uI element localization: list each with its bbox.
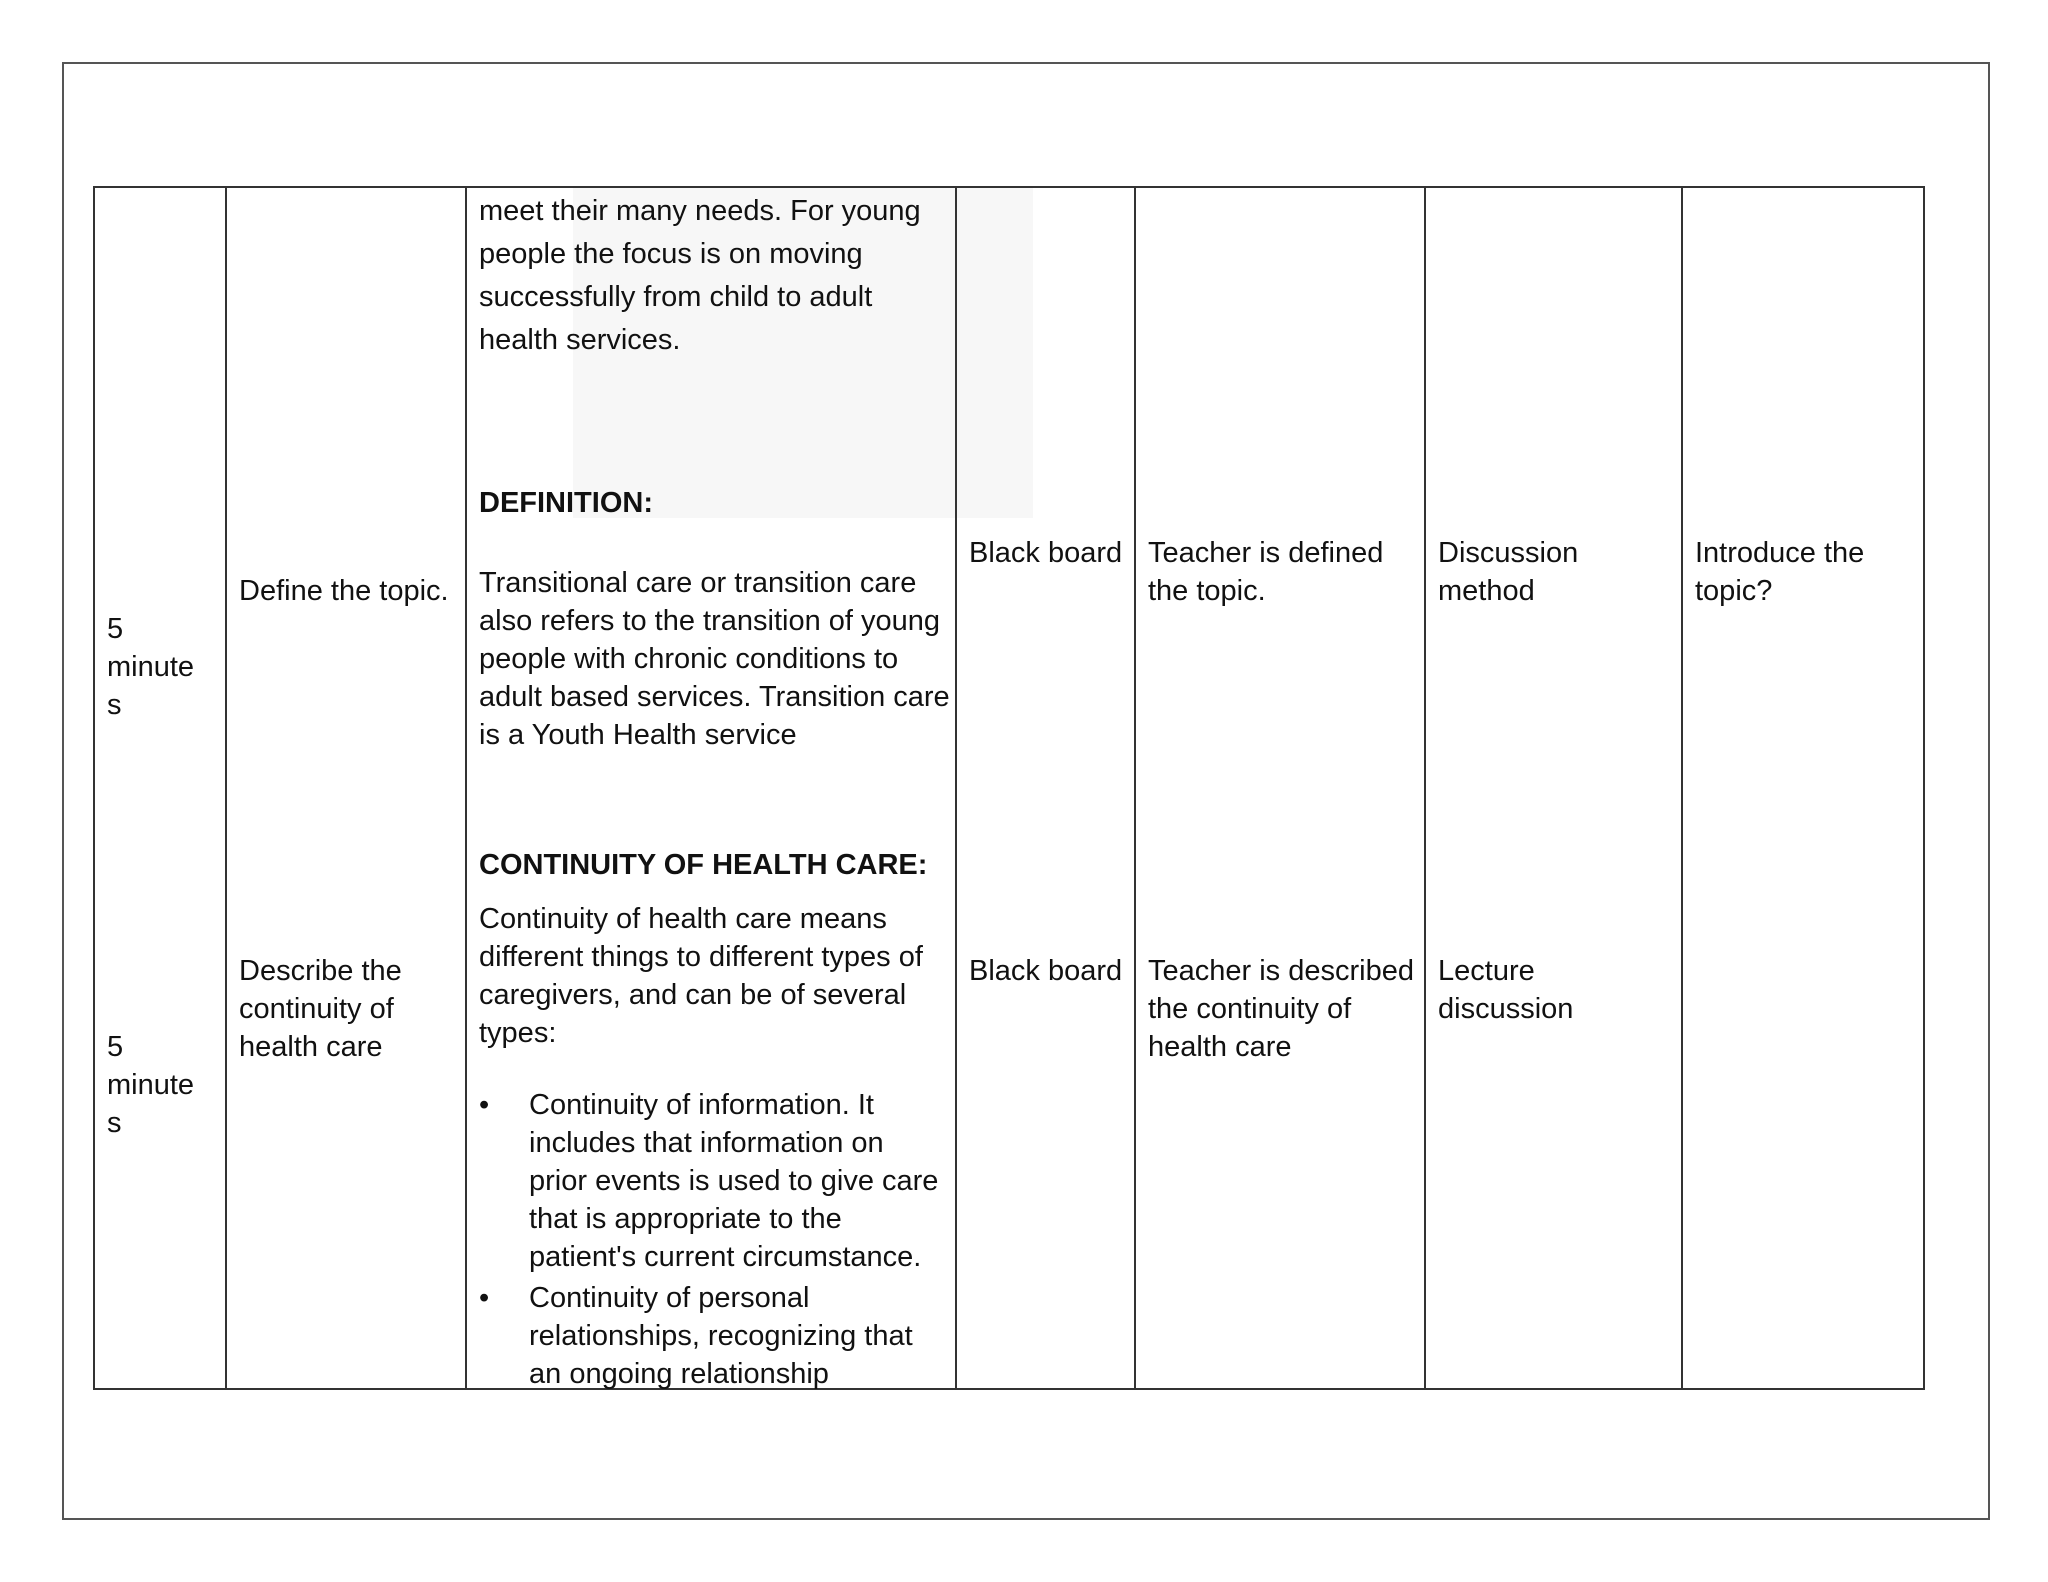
content-line: is a Youth Health service bbox=[479, 719, 797, 751]
bullet-line: prior events is used to give care bbox=[529, 1165, 939, 1197]
row1-objective bbox=[239, 572, 449, 610]
list-item bbox=[479, 1086, 938, 1276]
column-divider bbox=[1134, 188, 1136, 1388]
av-aid-line: Black board bbox=[969, 537, 1123, 569]
row2-method bbox=[1438, 952, 1573, 1028]
row2-av-aids bbox=[969, 952, 1122, 990]
duration-line: 5 bbox=[107, 1031, 124, 1063]
bullet-line: includes that information on bbox=[529, 1127, 884, 1159]
column-divider bbox=[225, 188, 227, 1388]
continuity-bullet-list bbox=[479, 1086, 938, 1396]
teacher-activity-line: health care bbox=[1148, 1031, 1292, 1063]
bullet-line: patient's current circumstance. bbox=[529, 1241, 922, 1273]
continuity-body bbox=[479, 900, 923, 1052]
content-line: also refers to the transition of young bbox=[479, 605, 941, 637]
bullet-icon: • bbox=[479, 1282, 490, 1314]
column-divider bbox=[1424, 188, 1426, 1388]
duration-line: 5 bbox=[107, 613, 124, 645]
objective-line: health care bbox=[239, 1031, 383, 1063]
content-line: different things to different types of bbox=[479, 941, 923, 973]
objective-line: continuity of bbox=[239, 993, 394, 1025]
teacher-activity-line: the continuity of bbox=[1148, 993, 1352, 1025]
continuity-heading: CONTINUITY OF HEALTH CARE: bbox=[479, 849, 928, 881]
duration-line: minute bbox=[107, 1069, 195, 1101]
row1-duration bbox=[107, 610, 194, 724]
objective-line: Define the topic. bbox=[239, 575, 449, 607]
content-line: health services. bbox=[479, 324, 681, 356]
column-divider bbox=[1681, 188, 1683, 1388]
content-line: caregivers, and can be of several bbox=[479, 979, 907, 1011]
content-line: Continuity of health care means bbox=[479, 903, 887, 935]
duration-line: s bbox=[107, 1107, 122, 1139]
method-line: discussion bbox=[1438, 993, 1574, 1025]
method-line: Lecture bbox=[1438, 955, 1535, 987]
content-line: successfully from child to adult bbox=[479, 281, 873, 313]
evaluation-line: topic? bbox=[1695, 575, 1773, 607]
list-item bbox=[479, 1279, 938, 1393]
bullet-icon: • bbox=[479, 1089, 490, 1121]
content-line: meet their many needs. For young bbox=[479, 195, 921, 227]
row2-duration bbox=[107, 1028, 194, 1142]
content-line: Transitional care or transition care bbox=[479, 567, 917, 599]
teacher-activity-line: Teacher is described bbox=[1148, 955, 1414, 987]
row1-evaluation bbox=[1695, 534, 1864, 610]
row2-teacher-activity bbox=[1148, 952, 1414, 1066]
row1-method bbox=[1438, 534, 1578, 610]
method-line: method bbox=[1438, 575, 1535, 607]
row1-content-intro bbox=[479, 190, 921, 362]
bullet-line: relationships, recognizing that bbox=[529, 1320, 913, 1352]
lesson-plan-table bbox=[93, 186, 1925, 1390]
bullet-line: Continuity of personal bbox=[529, 1282, 810, 1314]
definition-body bbox=[479, 564, 950, 754]
column-divider bbox=[465, 188, 467, 1388]
teacher-activity-line: the topic. bbox=[1148, 575, 1266, 607]
teacher-activity-line: Teacher is defined bbox=[1148, 537, 1384, 569]
column-divider bbox=[955, 188, 957, 1388]
av-aid-line: Black board bbox=[969, 955, 1123, 987]
row2-objective bbox=[239, 952, 402, 1066]
content-line: adult based services. Transition care bbox=[479, 681, 950, 713]
evaluation-line: Introduce the bbox=[1695, 537, 1865, 569]
content-line: people with chronic conditions to bbox=[479, 643, 899, 675]
row1-teacher-activity bbox=[1148, 534, 1383, 610]
row1-av-aids bbox=[969, 534, 1122, 572]
content-line: types: bbox=[479, 1017, 557, 1049]
bullet-line: Continuity of information. It bbox=[529, 1089, 874, 1121]
duration-line: minute bbox=[107, 651, 195, 683]
method-line: Discussion bbox=[1438, 537, 1579, 569]
content-line: people the focus is on moving bbox=[479, 238, 863, 270]
bullet-line: an ongoing relationship bbox=[529, 1358, 829, 1390]
duration-line: s bbox=[107, 689, 122, 721]
definition-heading: DEFINITION: bbox=[479, 487, 653, 519]
bullet-line: that is appropriate to the bbox=[529, 1203, 842, 1235]
objective-line: Describe the bbox=[239, 955, 402, 987]
